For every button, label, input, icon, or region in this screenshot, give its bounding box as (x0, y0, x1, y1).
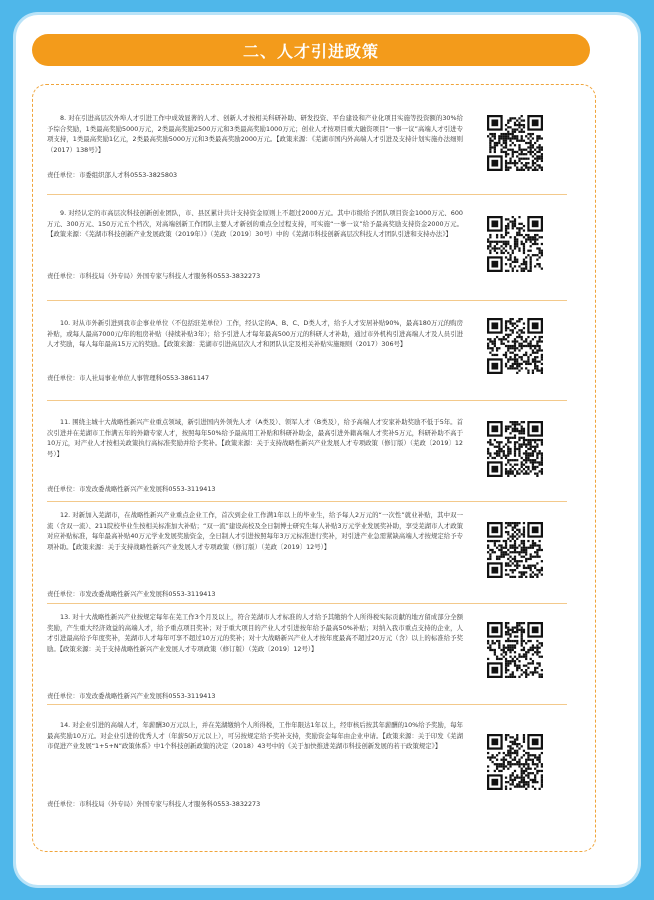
responsible-unit: 责任单位：市科技局（外专局）外国专家与科技人才服务科0553-3832273 (47, 800, 261, 808)
qr-code-icon[interactable] (487, 115, 543, 171)
responsible-unit: 责任单位：市人社局事业单位人事管理科0553-3861147 (47, 374, 210, 382)
divider (47, 704, 567, 705)
policy-text: 10. 对从市外新引进到我市企事业单位（不包括驻芜单位）工作，经认定的A、B、C、D类人才，给予人才安居补贴90%，最高180万元的购房补贴，或每人最高7000元/年的租房补贴（持续补贴3年）；给予引进人才每年最高500万元的科研人才补助，通过市外机构引进高端人才及人员引进人才奖励，每人每年最高15万元的奖励。【政策来源：芜湖市引进高层次人才和团队认定及相关补贴实施细则（2017）306号】 (47, 319, 463, 349)
qr-code-icon[interactable] (487, 318, 543, 374)
policy-text: 8. 对在引进高层次外埠人才引进工作中成效显著的人才、创新人才按相关科研补助、研发投资、平台建设和产业化项目实施等投资额的30%给予综合奖励，1类最高奖励5000万元，2类最高奖励2500万元和3类最高奖励1000万元；创业人才按项目重大融资项目“一事一议”高端人才引进专项支持，1类最高奖励1亿元，2类最高奖励5000万元和3类最高奖励2000万元。【政策来源：《芜湖市国内外高端人才引进及支持计划实施办法细则（2017）138号》】 (47, 114, 463, 154)
responsible-unit: 责任单位：市发改委战略性新兴产业发展科0553-3119413 (47, 590, 216, 598)
responsible-unit: 责任单位：市科技局（外专局）外国专家与科技人才服务科0553-3832273 (47, 272, 261, 280)
policy-text: 14. 对企业引进的高端人才，年薪酬30万元以上，并在芜湖缴纳个人所得税，工作年限达1年以上，经审核后按其年薪酬的10%给予奖励，每年最高奖励10万元。对企业引进的优秀人才（年薪50万元以上），可另按规定给予奖补支持，奖励资金每年由企业申请。【政策来源：关于印发《芜湖市促进产业发展“1+5+N”政策体系》中1个科技创新政策的决定（2018）43号中的《关于加快推进芜湖市科技创新发展的若干政策规定》】 (47, 721, 463, 751)
section-title: 二、人才引进政策 (242, 41, 379, 61)
policy-text: 9. 对经认定的市高层次科技创新创业团队，市、县区累计共计支持资金原则上不超过2000万元。其中市级给予团队项目资金1000万元、600万元、300万元、150万元五个档次，对高端创新工作团队主要人才新创的重点全过程支持，可实施“一事一议”给予最高奖励支持资金2000万元。【政策来源：《芜湖市科技创新产业发展政策（2019年）》（芜政〔2019〕30号）中的《芜湖市科技创新高层次科技人才团队引进和支持办法》】 (47, 209, 463, 239)
divider (47, 400, 567, 401)
divider (47, 300, 567, 301)
policy-text: 12. 对新加入芜湖市，在战略性新兴产业重点企业工作，首次到企业工作满1年以上的毕业生，给予每人2万元的“一次性”就业补贴，其中双一流（含双一流）、211院校毕业生按相关标准加大补贴；“双一流”建设高校及全日制博士研究生每人补贴3万元学业发展奖补助，享受芜湖市人才政策对应补贴标准，每年最高补贴40万元学业发展奖励资金，全日制人才引进按照每年3万元标准进行奖补，对引进产业急需紧缺高端人才按规定给予专项补助。【政策来源：关于支持战略性新兴产业发展人才专项政策（修订版）（芜政〔2019〕12号）】 (47, 511, 463, 551)
policy-text: 13. 对十大战略性新兴产业按规定每年在芜工作3个月及以上，符合芜湖市人才标准的人才给予其缴纳个人所得税实际贡献的地方留成部分全额奖励，产生重大经济效益的高端人才，给予重点项目奖补；对于重大项目的产业人才引进按年给予最高50%补贴；对纳入我市重点支持的企业，人才引进最高给予年度奖补，芜湖市人才每年可享不超过10万元的奖补；对十大战略新兴产业人才按年度最高不超过20万元（含）以上的标准给予奖励。【政策来源：关于支持战略性新兴产业发展人才专项政策（修订版）（芜政〔2019〕12号）】 (47, 613, 463, 653)
section-title-bar (32, 34, 590, 66)
qr-code-icon[interactable] (487, 421, 543, 477)
responsible-unit: 责任单位：市发改委战略性新兴产业发展科0553-3119413 (47, 692, 216, 700)
policy-text: 11. 围绕主城十大战略性新兴产业重点领域，新引进国内外领先人才（A类及）、领军人才（B类及），给予高端人才安家补助奖励不低于5年。首次引进并在芜湖市工作满五年的外籍专家人才，按照每年50%给予最高用工补贴和科研补助金，最高引进外籍高端人才奖补5万元，科研补助不高于10万元，对产业人才按相关政策执行高标准奖励并给予奖补。【政策来源：关于支持战略性新兴产业发展人才专项政策（修订版）（芜政〔2019〕12号）】 (47, 418, 463, 458)
qr-code-icon[interactable] (487, 522, 543, 578)
qr-code-icon[interactable] (487, 216, 543, 272)
divider (47, 194, 567, 195)
responsible-unit: 责任单位：市委组织部人才科0553-3825803 (47, 171, 178, 179)
divider (47, 501, 567, 502)
qr-code-icon[interactable] (487, 622, 543, 678)
responsible-unit: 责任单位：市发改委战略性新兴产业发展科0553-3119413 (47, 485, 216, 493)
qr-code-icon[interactable] (487, 734, 543, 790)
divider (47, 603, 567, 604)
